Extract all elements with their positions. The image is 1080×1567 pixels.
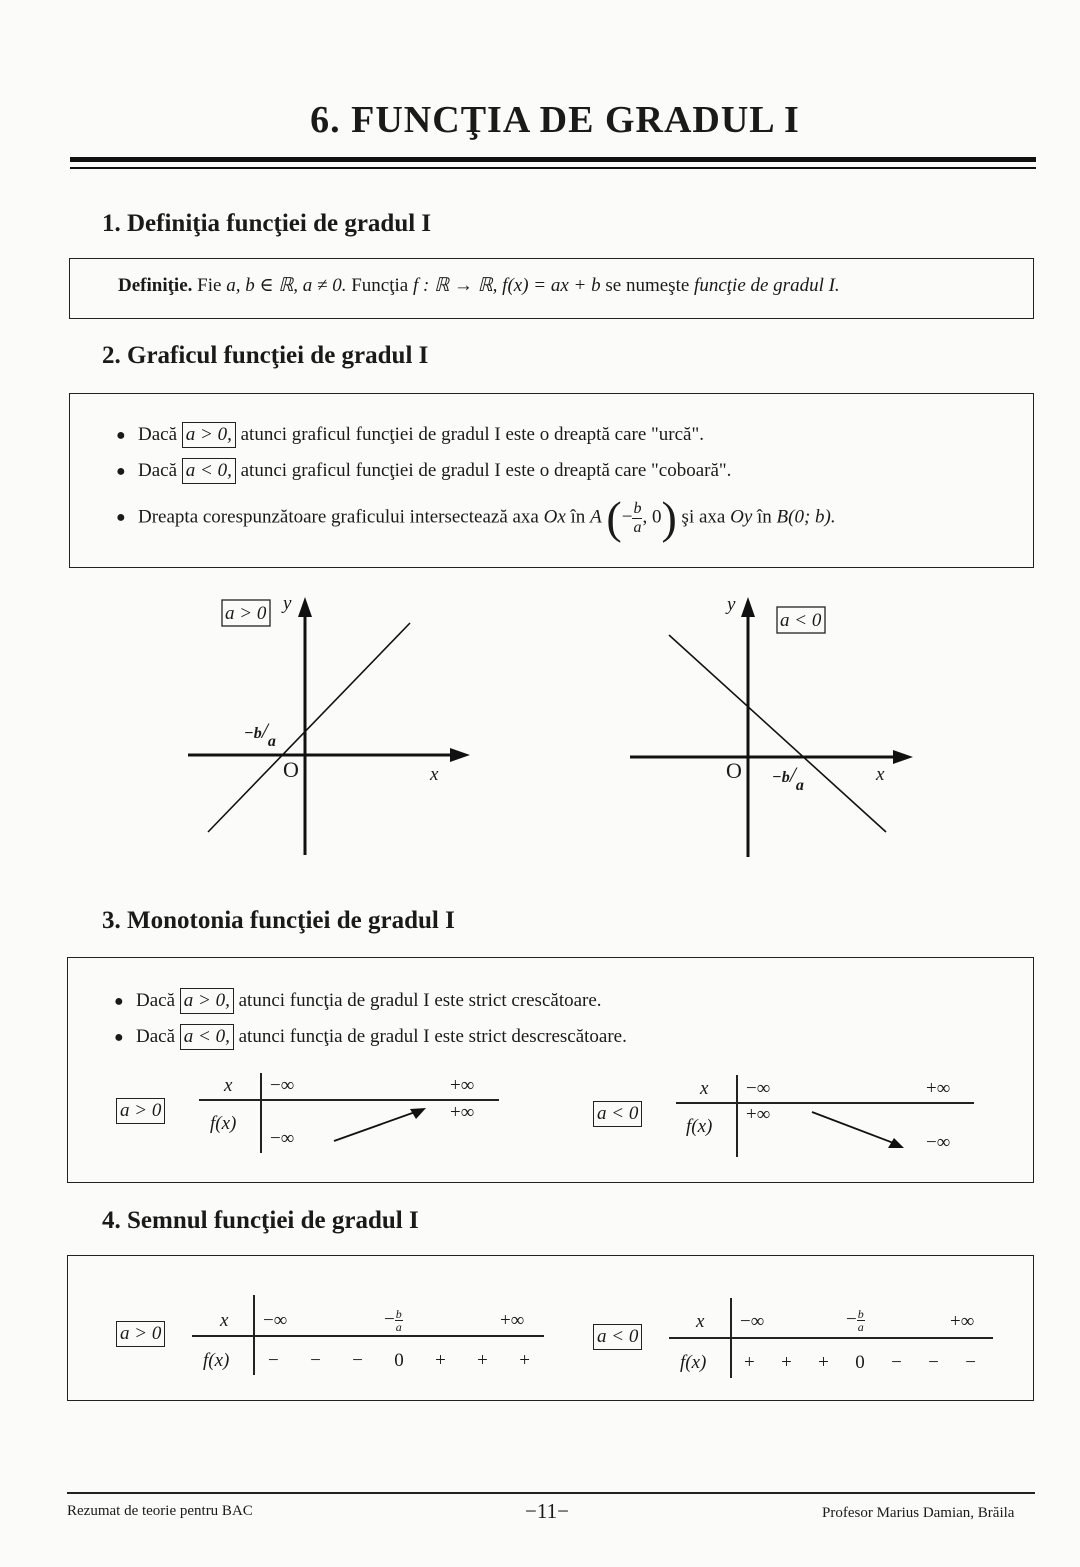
- definition-math-2: f : ℝ → ℝ, f(x) = ax + b: [412, 275, 601, 296]
- sign-cell: +: [519, 1350, 530, 1371]
- frac-den: a: [633, 518, 642, 536]
- mono-table-2-x: x: [700, 1078, 709, 1099]
- mono-table-2-f-right: −∞: [926, 1132, 951, 1153]
- graph-2-origin: O: [726, 758, 742, 783]
- graph-1-x-label: x: [430, 764, 439, 785]
- intercept-den: a: [795, 777, 804, 794]
- condition-box: a < 0,: [180, 1024, 234, 1050]
- coord-tail: , 0: [642, 506, 662, 528]
- bullet-icon: ●: [114, 993, 124, 1010]
- footer-right: Profesor Marius Damian, Brăila: [822, 1505, 1015, 1521]
- page-number: −11−: [525, 1499, 569, 1523]
- mono-table-1-label: a > 0: [116, 1098, 165, 1124]
- section-2-heading: 2. Graficul funcţiei de gradul I: [102, 342, 429, 369]
- title-rule-thin: [70, 167, 1036, 169]
- section-1-heading: 1. Definiţia funcţiei de gradul I: [102, 210, 432, 237]
- frac-num: b: [633, 499, 642, 517]
- definition-box: [69, 258, 1034, 319]
- page-title: 6. FUNCŢIA DE GRADUL I: [310, 99, 800, 141]
- graph-rules-box: [69, 393, 1034, 568]
- sign-box: [67, 1255, 1034, 1401]
- sign-cell: 0: [394, 1350, 404, 1371]
- bullet-prefix: Dacă: [136, 1026, 176, 1047]
- mono-table-1-x-right: +∞: [450, 1075, 475, 1096]
- arrow-up-icon: [330, 1105, 430, 1145]
- intercept-den: a: [267, 733, 276, 750]
- point-a: A: [590, 506, 602, 528]
- footer-left: Rezumat de teorie pentru BAC: [67, 1503, 253, 1519]
- mono-table-1-f: f(x): [210, 1113, 237, 1134]
- bullet-text: în: [752, 506, 777, 528]
- mid-minus: −: [384, 1308, 395, 1330]
- sign-cell: −: [928, 1352, 939, 1373]
- bullet-icon: ●: [116, 463, 126, 480]
- graph-bullet-1: [116, 422, 704, 448]
- mono-table-1-x: x: [224, 1075, 233, 1096]
- sign-cell: −: [891, 1352, 902, 1373]
- frac-den: a: [395, 1320, 402, 1334]
- bullet-icon: ●: [114, 1029, 124, 1046]
- bullet-text: atunci funcţia de gradul I este strict crescătoare.: [238, 990, 602, 1011]
- mono-table-2-f-left: +∞: [746, 1104, 771, 1125]
- condition-box: a > 0,: [180, 988, 234, 1014]
- definition-text-2: Funcţia: [346, 275, 413, 296]
- bullet-prefix: Dacă: [138, 424, 178, 445]
- mono-table-2-vline: [736, 1075, 738, 1157]
- graph-1-y-label: y: [283, 593, 292, 614]
- graph-decreasing: [620, 585, 920, 865]
- graph-2-y-label: y: [727, 594, 736, 615]
- bullet-text: atunci graficul funcţiei de gradul I este o dreaptă care "coboară".: [240, 460, 732, 481]
- mid-fraction: [395, 1308, 403, 1333]
- sign-table-2-hline: [669, 1337, 993, 1339]
- sign-cell: −: [268, 1350, 279, 1371]
- graph-1-origin: O: [283, 757, 299, 782]
- frac-num: b: [857, 1307, 864, 1321]
- monotony-bullet-1: [114, 988, 602, 1014]
- definition-text: [118, 274, 840, 297]
- mono-table-1-vline: [260, 1073, 262, 1153]
- mono-table-2-hline: [676, 1102, 974, 1104]
- sign-table-1-signs: [268, 1350, 530, 1372]
- sign-cell: +: [818, 1352, 829, 1373]
- bullet-text: atunci graficul funcţiei de gradul I este o dreaptă care "urcă".: [240, 424, 704, 445]
- sign-cell: +: [781, 1352, 792, 1373]
- mono-table-1-hline: [199, 1099, 499, 1101]
- arrow-down-icon: [808, 1108, 908, 1150]
- condition-box: a > 0,: [182, 422, 236, 448]
- mono-table-1-f-right: +∞: [450, 1102, 475, 1123]
- graph-2-intercept: −b/a: [772, 762, 804, 794]
- point-b: B(0; b).: [776, 506, 836, 528]
- sign-cell: +: [477, 1350, 488, 1371]
- graph-2-x-label: x: [876, 764, 885, 785]
- intercept-num: b: [781, 769, 790, 786]
- graph-1-label: a > 0: [225, 603, 267, 624]
- right-paren: ): [661, 492, 677, 543]
- sign-table-2-vline: [730, 1298, 732, 1378]
- graph-bullet-3: [116, 492, 836, 543]
- bullet-text: atunci funcţia de gradul I este strict descrescătoare.: [238, 1026, 627, 1047]
- graph-2-label: a < 0: [780, 610, 822, 631]
- bullet-icon: ●: [116, 427, 126, 444]
- intercept-minus: −: [244, 725, 254, 742]
- intercept-num: b: [253, 725, 262, 742]
- sign-table-2-f: f(x): [680, 1352, 707, 1373]
- bullet-icon: ●: [116, 509, 126, 527]
- bullet-text: şi axa: [676, 506, 731, 528]
- bullet-prefix: Dacă: [138, 460, 178, 481]
- left-paren: (: [606, 492, 622, 543]
- sign-table-2-label: a < 0: [593, 1324, 642, 1350]
- sign-table-1-vline: [253, 1295, 255, 1375]
- sign-cell: +: [435, 1350, 446, 1371]
- sign-table-1-x: x: [220, 1310, 229, 1331]
- sign-cell: −: [310, 1350, 321, 1371]
- sign-table-2-x-mid: [846, 1308, 865, 1333]
- definition-label: Definiţie.: [118, 275, 193, 296]
- mono-table-2-label: a < 0: [593, 1101, 642, 1127]
- intercept-minus: −: [772, 769, 782, 786]
- sign-cell: −: [352, 1350, 363, 1371]
- mono-table-2-x-left: −∞: [746, 1078, 771, 1099]
- sign-cell: 0: [855, 1352, 865, 1373]
- definition-math-1: a, b ∈ ℝ, a ≠ 0.: [226, 275, 347, 296]
- graph-1-intercept: −b/a: [244, 718, 276, 750]
- definition-text-1: Fie: [197, 275, 227, 296]
- mono-table-1-f-left: −∞: [270, 1128, 295, 1149]
- definition-term: funcţie de gradul I.: [694, 275, 840, 296]
- minus-sign: −: [621, 506, 633, 528]
- frac-den: a: [857, 1320, 864, 1334]
- sign-table-1-x-mid: [384, 1308, 403, 1333]
- fraction-b-over-a: [632, 500, 642, 537]
- section-3-heading: 3. Monotonia funcţiei de gradul I: [102, 907, 455, 934]
- definition-text-3: se numeşte: [600, 275, 695, 296]
- sign-table-1-hline: [192, 1335, 544, 1337]
- footer-rule: [67, 1492, 1035, 1494]
- bullet-prefix: Dacă: [136, 990, 176, 1011]
- sign-table-2-x: x: [696, 1311, 705, 1332]
- axis-ox: Ox: [543, 506, 566, 528]
- sign-table-1-f: f(x): [203, 1350, 230, 1371]
- mid-fraction: [857, 1308, 865, 1333]
- graph-increasing: [180, 585, 480, 865]
- sign-table-2-x-right: +∞: [950, 1311, 975, 1332]
- axis-oy: Oy: [730, 506, 753, 528]
- sign-table-2-x-left: −∞: [740, 1311, 765, 1332]
- condition-box: a < 0,: [182, 458, 236, 484]
- mid-minus: −: [846, 1308, 857, 1330]
- sign-table-2-signs: [744, 1352, 976, 1374]
- title-rule-thick: [70, 157, 1036, 162]
- sign-table-1-label: a > 0: [116, 1321, 165, 1347]
- bullet-text: în: [565, 506, 591, 528]
- mono-table-2-f: f(x): [686, 1116, 713, 1137]
- sign-table-1-x-left: −∞: [263, 1310, 288, 1331]
- mono-table-2-x-right: +∞: [926, 1078, 951, 1099]
- section-4-heading: 4. Semnul funcţiei de gradul I: [102, 1207, 419, 1234]
- monotony-bullet-2: [114, 1024, 627, 1050]
- bullet-text: Dreapta corespunzătoare graficului intersectează axa: [138, 506, 544, 528]
- sign-table-1-x-right: +∞: [500, 1310, 525, 1331]
- mono-table-1-x-left: −∞: [270, 1075, 295, 1096]
- frac-num: b: [395, 1307, 402, 1321]
- sign-cell: +: [744, 1352, 755, 1373]
- graph-bullet-2: [116, 458, 731, 484]
- sign-cell: −: [965, 1352, 976, 1373]
